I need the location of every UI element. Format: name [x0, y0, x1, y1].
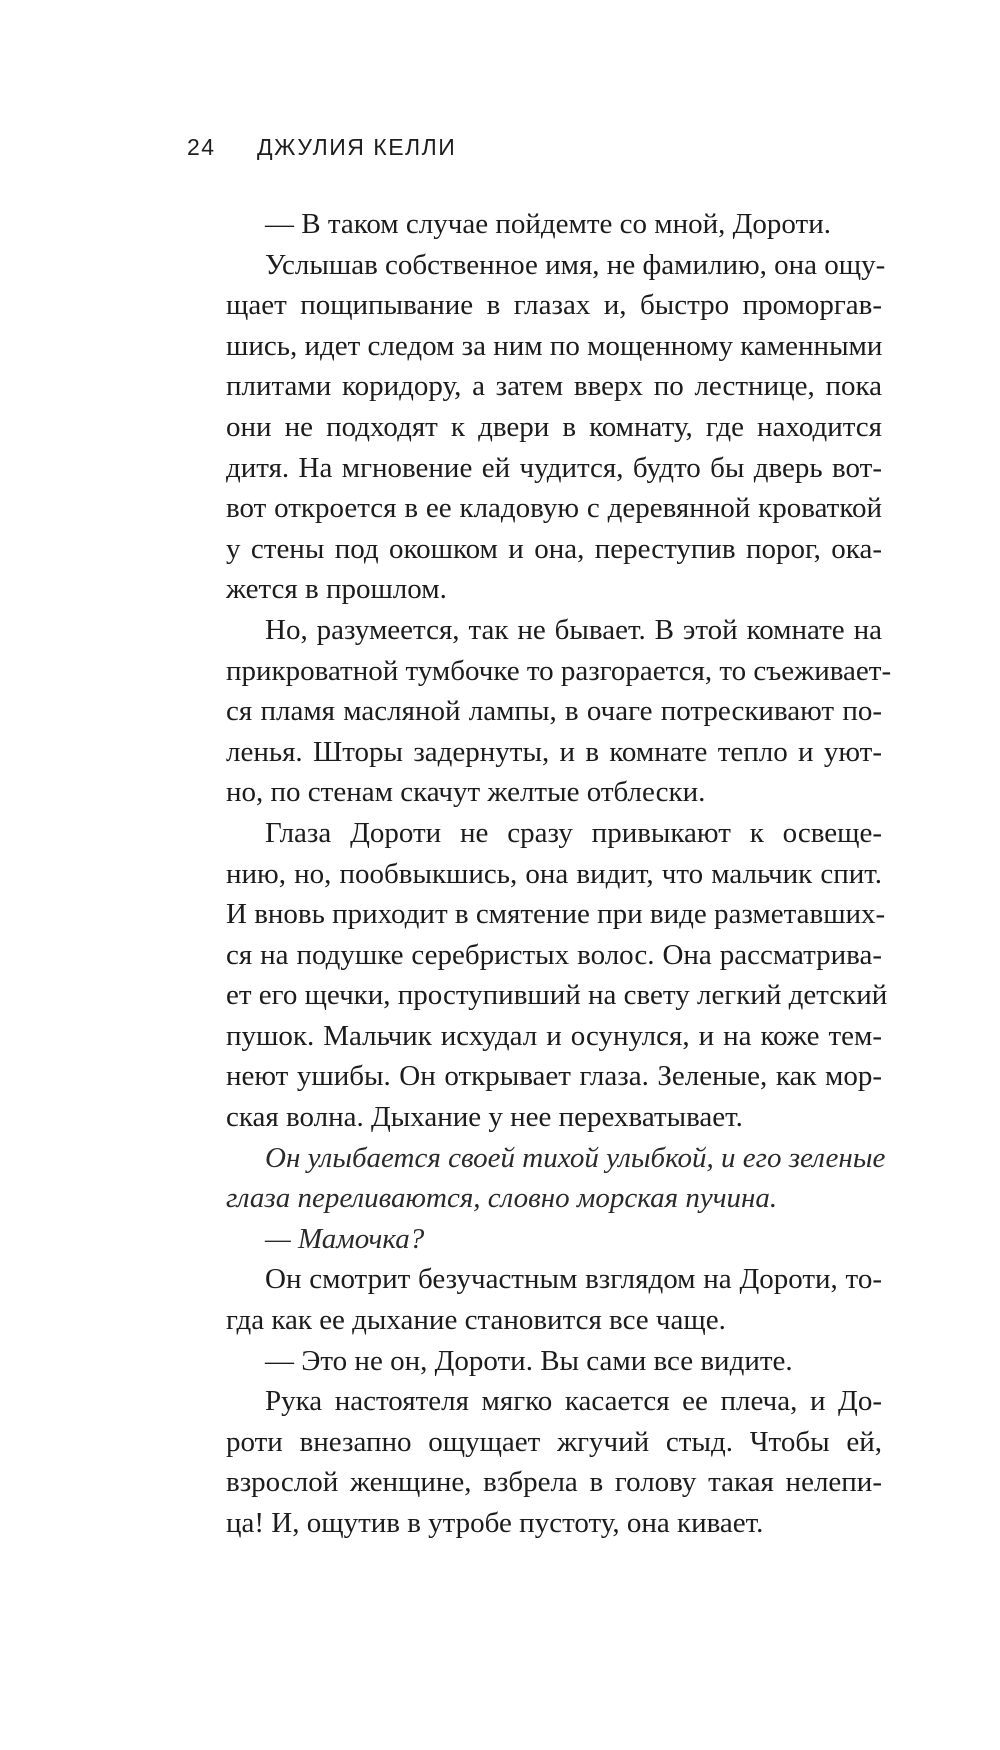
text-line: ская волна. Дыхание у нее перехватывает.	[226, 1101, 743, 1134]
text-line: нию, но, пообвыкшись, она видит, что мальчик спит.	[226, 857, 882, 890]
text-line: пушок. Мальчик исхудал и осунулся, и на коже тем-	[226, 1019, 882, 1052]
paragraph	[187, 813, 888, 1138]
text-line: вот откроется в ее кладовую с деревянной кроваткой	[226, 492, 882, 525]
text-line: ся на подушке серебристых волос. Она рассматрива-	[226, 938, 882, 971]
text-line: Рука настоятеля мягко касается ее плеча, и До-	[265, 1385, 882, 1418]
text-line: неют ушибы. Он открывает глаза. Зеленые, как мор-	[226, 1060, 882, 1093]
text-line: ца! И, ощутив в утробе пустоту, она кивает.	[226, 1507, 764, 1539]
text-line: взрослой женщине, взбрела в голову такая нелепи-	[226, 1466, 882, 1499]
text-line: глаза переливаются, словно морская пучина.	[226, 1182, 778, 1215]
text-line: ет его щечки, проступивший на свету легкий детский	[226, 979, 888, 1012]
running-head	[187, 134, 887, 168]
paragraph	[187, 1381, 882, 1543]
text-line: жется в прошлом.	[226, 573, 447, 606]
paragraph	[187, 1259, 882, 1340]
paragraph	[187, 1341, 882, 1382]
text-line: дитя. На мгновение ей чудится, будто бы дверь вот-	[226, 451, 882, 484]
text-line: но, по стенам скачут желтые отблески.	[226, 776, 706, 809]
italic-paragraph	[187, 1138, 886, 1219]
author-name: ДЖУЛИЯ КЕЛЛИ	[257, 134, 457, 160]
text-line: Глаза Дороти не сразу привыкают к освеще-	[265, 816, 882, 849]
italic-paragraph	[187, 1219, 882, 1260]
text-line: Он улыбается своей тихой улыбкой, и его зеленые	[265, 1141, 886, 1174]
text-line: Услышав собственное имя, не фамилию, она ощу-	[265, 248, 886, 281]
text-line: — Это не он, Дороти. Вы сами все видите.	[265, 1344, 793, 1377]
text-line: И вновь приходит в смятение при виде разметавших-	[226, 898, 886, 931]
text-line: гда как ее дыхание становится все чаще.	[226, 1304, 726, 1337]
paragraph	[187, 610, 892, 813]
text-line: ся пламя масляной лампы, в очаге потрескивают по-	[226, 695, 882, 728]
paragraph	[187, 204, 882, 245]
text-line: — Мамочка?	[265, 1222, 425, 1255]
text-line: они не подходят к двери в комнату, где находится	[226, 410, 882, 443]
text-line: у стены под окошком и она, переступив порог, ока-	[226, 532, 882, 565]
text-line: шись, идет следом за ним по мощенному каменными	[226, 329, 883, 362]
text-line: — В таком случае пойдемте со мной, Дороти.	[265, 208, 831, 240]
text-line: щает пощипывание в глазах и, быстро проморгав-	[226, 289, 882, 322]
body-text	[187, 204, 892, 1544]
text-line: роти внезапно ощущает жгучий стыд. Чтобы ей,	[226, 1425, 882, 1458]
text-line: Но, разумеется, так не бывает. В этой комнате на	[265, 613, 882, 646]
text-line: плитами коридору, а затем вверх по лестнице, пока	[226, 370, 882, 403]
text-line: прикроватной тумбочке то разгорается, то съеживает-	[226, 654, 892, 687]
text-line: ленья. Шторы задернуты, и в комнате тепло и уют-	[226, 735, 882, 768]
text-line: Он смотрит безучастным взглядом на Дороти, то-	[265, 1263, 882, 1296]
page-number: 24	[187, 134, 216, 160]
paragraph	[187, 245, 886, 610]
